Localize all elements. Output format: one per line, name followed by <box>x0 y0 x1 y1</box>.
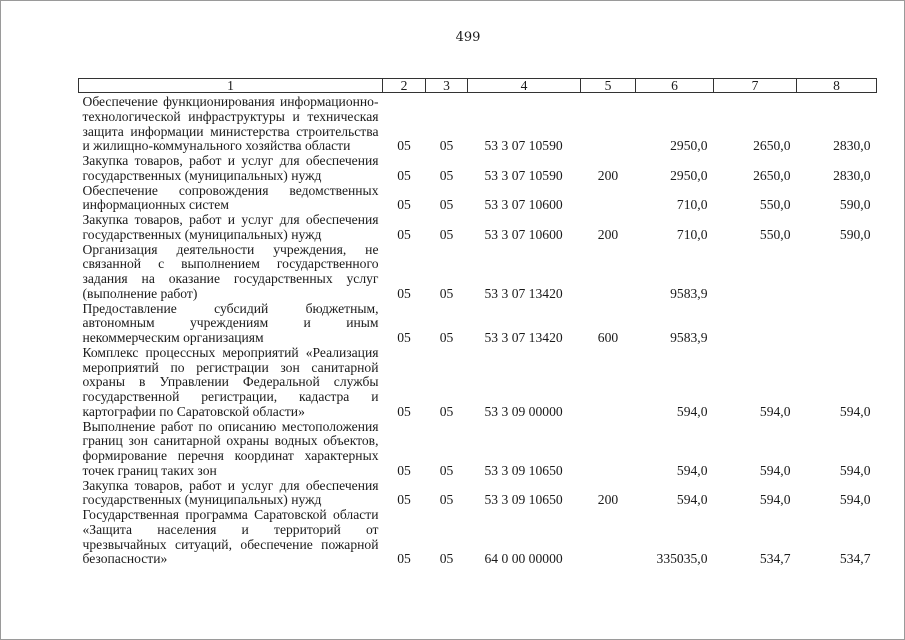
cell-col-4: 53 3 07 10600 <box>484 226 563 242</box>
cell-col-6: 710,0 <box>676 226 708 242</box>
cell-col-5: 200 <box>597 492 619 508</box>
cell-col-2: 05 <box>397 403 411 419</box>
cell-col-7: 550,0 <box>759 197 791 213</box>
table-row <box>79 508 877 567</box>
cell-col-2: 05 <box>397 197 411 213</box>
cell-col-8: 594,0 <box>839 462 871 478</box>
cell-col-6: 335035,0 <box>656 551 708 567</box>
cell-col-8: 590,0 <box>839 226 871 242</box>
cell-col-8 <box>797 243 877 302</box>
table-row <box>79 479 877 509</box>
column-header-6: 6 <box>636 79 714 93</box>
row-name: Выполнение работ по описанию местоположения границ зон санитарной охраны водных объектов, формирование перечня координат характерных точек границ таких зон <box>82 418 379 478</box>
cell-col-4: 53 3 07 13420 <box>484 285 563 301</box>
table-row <box>79 302 877 346</box>
cell-col-8: 2830,0 <box>833 167 871 183</box>
row-name: Обеспечение сопровождения ведомственных информационных систем <box>82 182 379 213</box>
cell-col-3: 05 <box>439 330 454 345</box>
cell-col-7: 594,0 <box>759 403 791 419</box>
cell-col-8: 594,0 <box>839 403 871 419</box>
cell-col-2: 05 <box>397 330 411 345</box>
page-number: 499 <box>455 30 481 45</box>
row-name: Государственная программа Саратовской области «Защита населения и территорий от чрезвычайных ситуаций, обеспечение пожарной безопасности» <box>82 507 379 567</box>
table-row <box>79 154 877 184</box>
cell-col-4: 53 3 07 13420 <box>484 330 563 345</box>
column-header-7: 7 <box>714 79 797 93</box>
table-body <box>79 93 877 568</box>
table-row <box>79 184 877 214</box>
cell-col-5 <box>581 243 636 302</box>
cell-col-5 <box>581 346 636 420</box>
cell-col-5: 200 <box>597 226 619 242</box>
cell-col-4: 64 0 00 00000 <box>484 551 563 567</box>
cell-col-7: 594,0 <box>759 462 791 478</box>
cell-col-7: 594,0 <box>759 492 791 508</box>
cell-col-3: 05 <box>439 492 454 508</box>
column-header-3: 3 <box>426 79 468 93</box>
column-header-8: 8 <box>797 79 877 93</box>
cell-col-8 <box>797 302 877 346</box>
cell-col-3: 05 <box>439 462 454 478</box>
row-name: Организация деятельности учреждения, не связанной с выполнением государственного задания на оказание государственных услуг (выполнение работ) <box>82 241 379 301</box>
cell-col-7: 2650,0 <box>753 167 791 183</box>
table-row <box>79 93 877 155</box>
cell-col-7 <box>714 243 797 302</box>
row-name: Комплекс процессных мероприятий «Реализация мероприятий по регистрации зон санитарной охраны в Управлении Федеральной службы государственной регистрации, кадастра и картографии по Саратовской области» <box>82 344 379 419</box>
cell-col-3: 05 <box>439 403 454 419</box>
table-row <box>79 420 877 479</box>
cell-col-8: 2830,0 <box>833 138 871 154</box>
cell-col-7 <box>714 302 797 346</box>
cell-col-6: 594,0 <box>676 403 708 419</box>
cell-col-3: 05 <box>439 285 454 301</box>
column-header-1: 1 <box>79 79 383 93</box>
cell-col-6: 710,0 <box>676 197 708 213</box>
table-row <box>79 346 877 420</box>
cell-col-6: 594,0 <box>676 462 708 478</box>
cell-col-3: 05 <box>439 226 454 242</box>
cell-col-3: 05 <box>439 551 454 567</box>
cell-col-6: 2950,0 <box>670 138 708 154</box>
cell-col-3: 05 <box>439 167 454 183</box>
cell-col-4: 53 3 07 10600 <box>484 197 563 213</box>
table-row <box>79 243 877 302</box>
cell-col-5 <box>581 420 636 479</box>
cell-col-6: 2950,0 <box>670 167 708 183</box>
table-row <box>79 213 877 243</box>
cell-col-6: 594,0 <box>676 492 708 508</box>
column-header-5: 5 <box>581 79 636 93</box>
cell-col-2: 05 <box>397 138 411 154</box>
cell-col-5: 600 <box>597 330 619 345</box>
cell-col-4: 53 3 09 10650 <box>484 492 563 508</box>
cell-col-4: 53 3 09 00000 <box>484 403 563 419</box>
column-header-2: 2 <box>383 79 426 93</box>
cell-col-8: 534,7 <box>839 551 871 567</box>
cell-col-3: 05 <box>439 138 454 154</box>
cell-col-5 <box>581 184 636 214</box>
cell-col-6: 9583,9 <box>670 330 708 345</box>
header-row <box>79 79 877 93</box>
cell-col-7: 550,0 <box>759 226 791 242</box>
budget-table <box>78 78 877 567</box>
cell-col-7: 2650,0 <box>753 138 791 154</box>
cell-col-5: 200 <box>597 167 619 183</box>
cell-col-2: 05 <box>397 167 411 183</box>
cell-col-6: 9583,9 <box>670 285 708 301</box>
cell-col-2: 05 <box>397 492 411 508</box>
cell-col-5 <box>581 508 636 567</box>
row-name: Закупка товаров, работ и услуг для обеспечения государственных (муниципальных) нужд <box>82 153 379 183</box>
cell-col-8: 594,0 <box>839 492 871 508</box>
cell-col-7: 534,7 <box>759 551 791 567</box>
cell-col-2: 05 <box>397 226 411 242</box>
cell-col-5 <box>581 93 636 155</box>
cell-col-8: 590,0 <box>839 197 871 213</box>
row-name: Закупка товаров, работ и услуг для обеспечения государственных (муниципальных) нужд <box>82 477 379 508</box>
cell-col-4: 53 3 07 10590 <box>484 167 563 183</box>
cell-col-4: 53 3 09 10650 <box>484 462 563 478</box>
cell-col-2: 05 <box>397 285 411 301</box>
row-name: Предоставление субсидий бюджетным, автономным учреждениям и иным некоммерческим организациям <box>82 300 379 345</box>
column-header-4: 4 <box>468 79 581 93</box>
cell-col-2: 05 <box>397 462 411 478</box>
cell-col-2: 05 <box>397 551 411 567</box>
cell-col-4: 53 3 07 10590 <box>484 138 563 154</box>
row-name: Обеспечение функционирования информационно-технологической инфраструктуры и техническая защита информации министерства строительства и жилищно-коммунального хозяйства области <box>82 94 379 154</box>
cell-col-3: 05 <box>439 197 454 213</box>
row-name: Закупка товаров, работ и услуг для обеспечения государственных (муниципальных) нужд <box>82 212 379 242</box>
